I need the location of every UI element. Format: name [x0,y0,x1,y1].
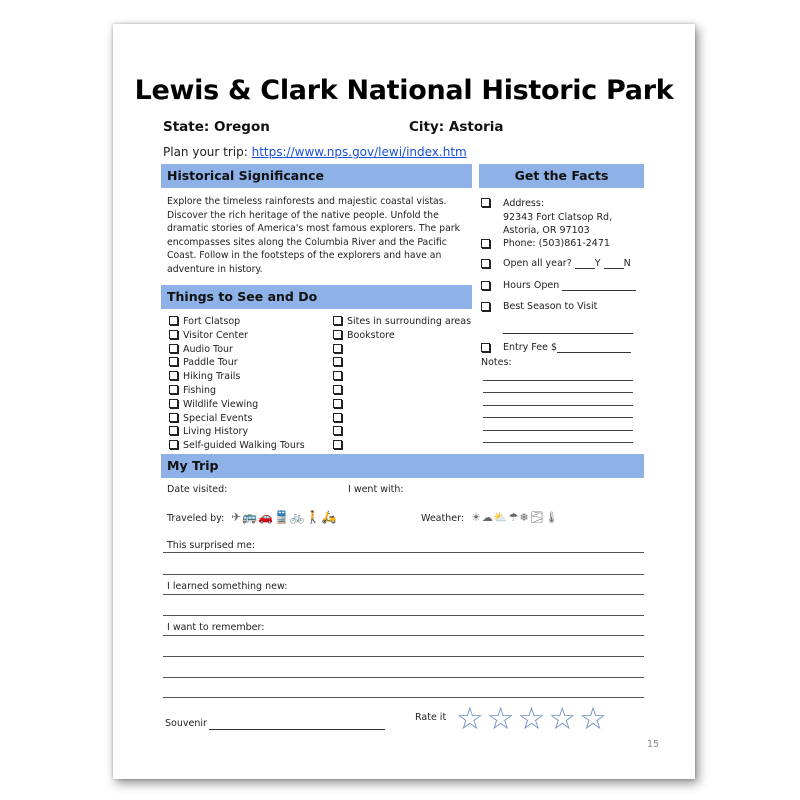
writing-line[interactable] [163,574,644,575]
address-row [481,198,495,209]
checkbox[interactable] [333,399,342,408]
checkbox[interactable] [169,385,178,394]
things-to-see-header: Things to See and Do [161,285,472,309]
checkbox[interactable] [169,371,178,380]
state-label: State: Oregon [163,119,270,135]
list-item[interactable] [333,384,471,398]
checkbox[interactable] [169,344,178,353]
best-season-checkbox[interactable] [481,302,490,311]
entry-fee-label: Entry Fee $ [503,342,557,353]
checkbox[interactable] [169,399,178,408]
list-item[interactable] [333,356,471,370]
phone-text: Phone: (503)861-2471 [503,238,610,249]
learned-label: I learned something new: [167,581,288,592]
weather-icons[interactable]: ☀☁⛅☂❄🌫🌡 [471,511,560,524]
surprised-label: This surprised me: [167,540,256,551]
list-item[interactable] [333,343,471,357]
phone-checkbox[interactable] [481,239,490,248]
open-all-year-row [503,258,631,269]
notes-line[interactable] [483,417,633,418]
writing-line[interactable] [163,677,644,678]
checkbox[interactable] [333,440,342,449]
writing-line[interactable] [163,594,644,595]
things-list-right [333,315,471,453]
hours-open-checkbox[interactable] [481,281,490,290]
notes-line[interactable] [483,430,633,431]
list-item[interactable]: Paddle Tour [169,356,305,370]
list-item[interactable]: Living History [169,425,305,439]
historical-significance-header: Historical Significance [161,164,472,188]
went-with-label: I went with: [348,484,404,495]
checkbox[interactable] [333,426,342,435]
best-season-blank[interactable] [503,333,633,334]
writing-line[interactable] [163,697,644,698]
checkbox[interactable] [333,371,342,380]
notes-line[interactable] [483,405,633,406]
list-item[interactable]: Sites in surrounding areas [333,315,471,329]
writing-line[interactable] [163,635,644,636]
list-item[interactable] [333,370,471,384]
city-label: City: Astoria [409,119,504,135]
page-title: Lewis & Clark National Historic Park [134,75,674,106]
address-checkbox[interactable] [481,198,490,207]
travel-mode-icons[interactable]: ✈🚌🚗🚆🚲🚶🛵 [231,510,338,524]
no-label: N [623,258,631,269]
list-item[interactable] [333,398,471,412]
list-item[interactable]: Audio Tour [169,343,305,357]
rating-stars[interactable]: ☆☆☆☆☆ [456,701,610,737]
no-blank[interactable] [604,258,624,269]
notes-line[interactable] [483,392,633,393]
checkbox[interactable] [333,316,342,325]
my-trip-header: My Trip [161,454,644,478]
traveled-by-label: Traveled by: [167,513,225,524]
historical-significance-text: Explore the timeless rainforests and majestic coastal vistas. Discover the rich heritage of the native people. Unfold the dramatic stories of America's most famous explorers. The park encompasses sites along the Columbia River and the Pacific Coast. Follow in the footsteps of the explorers and have an adventure in history. [167,196,460,275]
park-website-link[interactable]: https://www.nps.gov/lewi/index.htm [251,145,467,159]
address-line-1: 92343 Fort Clatsop Rd, [503,211,613,223]
checkbox[interactable] [169,440,178,449]
list-item[interactable]: Self-guided Walking Tours [169,439,305,453]
checkbox[interactable] [169,330,178,339]
open-all-year-checkbox[interactable] [481,259,490,268]
page-number: 15 [647,739,660,750]
checkbox[interactable] [333,330,342,339]
checkbox[interactable] [333,385,342,394]
remember-label: I want to remember: [167,622,265,633]
list-item[interactable]: Wildlife Viewing [169,398,305,412]
list-item[interactable]: Fort Clatsop [169,315,305,329]
plan-trip-label: Plan your trip: [163,145,248,159]
hours-open-label: Hours Open [503,280,560,291]
souvenir-label: Souvenir [165,718,207,729]
things-list-left [169,315,305,453]
checkbox[interactable] [333,344,342,353]
list-item[interactable] [333,412,471,426]
yes-label: Y [594,258,601,269]
entry-fee-blank[interactable] [557,342,631,353]
weather-label: Weather: [421,513,465,524]
notes-line[interactable] [483,380,633,381]
checkbox[interactable] [333,357,342,366]
address-label: Address: [503,198,545,209]
writing-line[interactable] [163,656,644,657]
checkbox[interactable] [169,413,178,422]
list-item[interactable]: Bookstore [333,329,471,343]
checkbox[interactable] [169,357,178,366]
list-item[interactable]: Visitor Center [169,329,305,343]
address-line-2: Astoria, OR 97103 [503,225,590,236]
souvenir-blank[interactable] [209,729,385,730]
list-item[interactable]: Fishing [169,384,305,398]
checkbox[interactable] [169,316,178,325]
rate-it-label: Rate it [415,712,447,723]
list-item[interactable]: Special Events [169,412,305,426]
notes-line[interactable] [483,442,633,443]
list-item[interactable] [333,425,471,439]
writing-line[interactable] [163,552,644,553]
list-item[interactable] [333,439,471,453]
entry-fee-checkbox[interactable] [481,343,490,352]
date-visited-label: Date visited: [167,484,228,495]
get-the-facts-header: Get the Facts [479,164,644,188]
checkbox[interactable] [333,413,342,422]
list-item[interactable]: Hiking Trails [169,370,305,384]
plan-trip [163,145,467,159]
yes-blank[interactable] [575,258,595,269]
hours-open-blank[interactable] [562,280,636,291]
notes-label: Notes: [481,357,512,368]
checkbox[interactable] [169,426,178,435]
best-season-label: Best Season to Visit [503,301,598,312]
journal-page [113,24,695,779]
open-all-year-label: Open all year? [503,258,572,269]
writing-line[interactable] [163,615,644,616]
